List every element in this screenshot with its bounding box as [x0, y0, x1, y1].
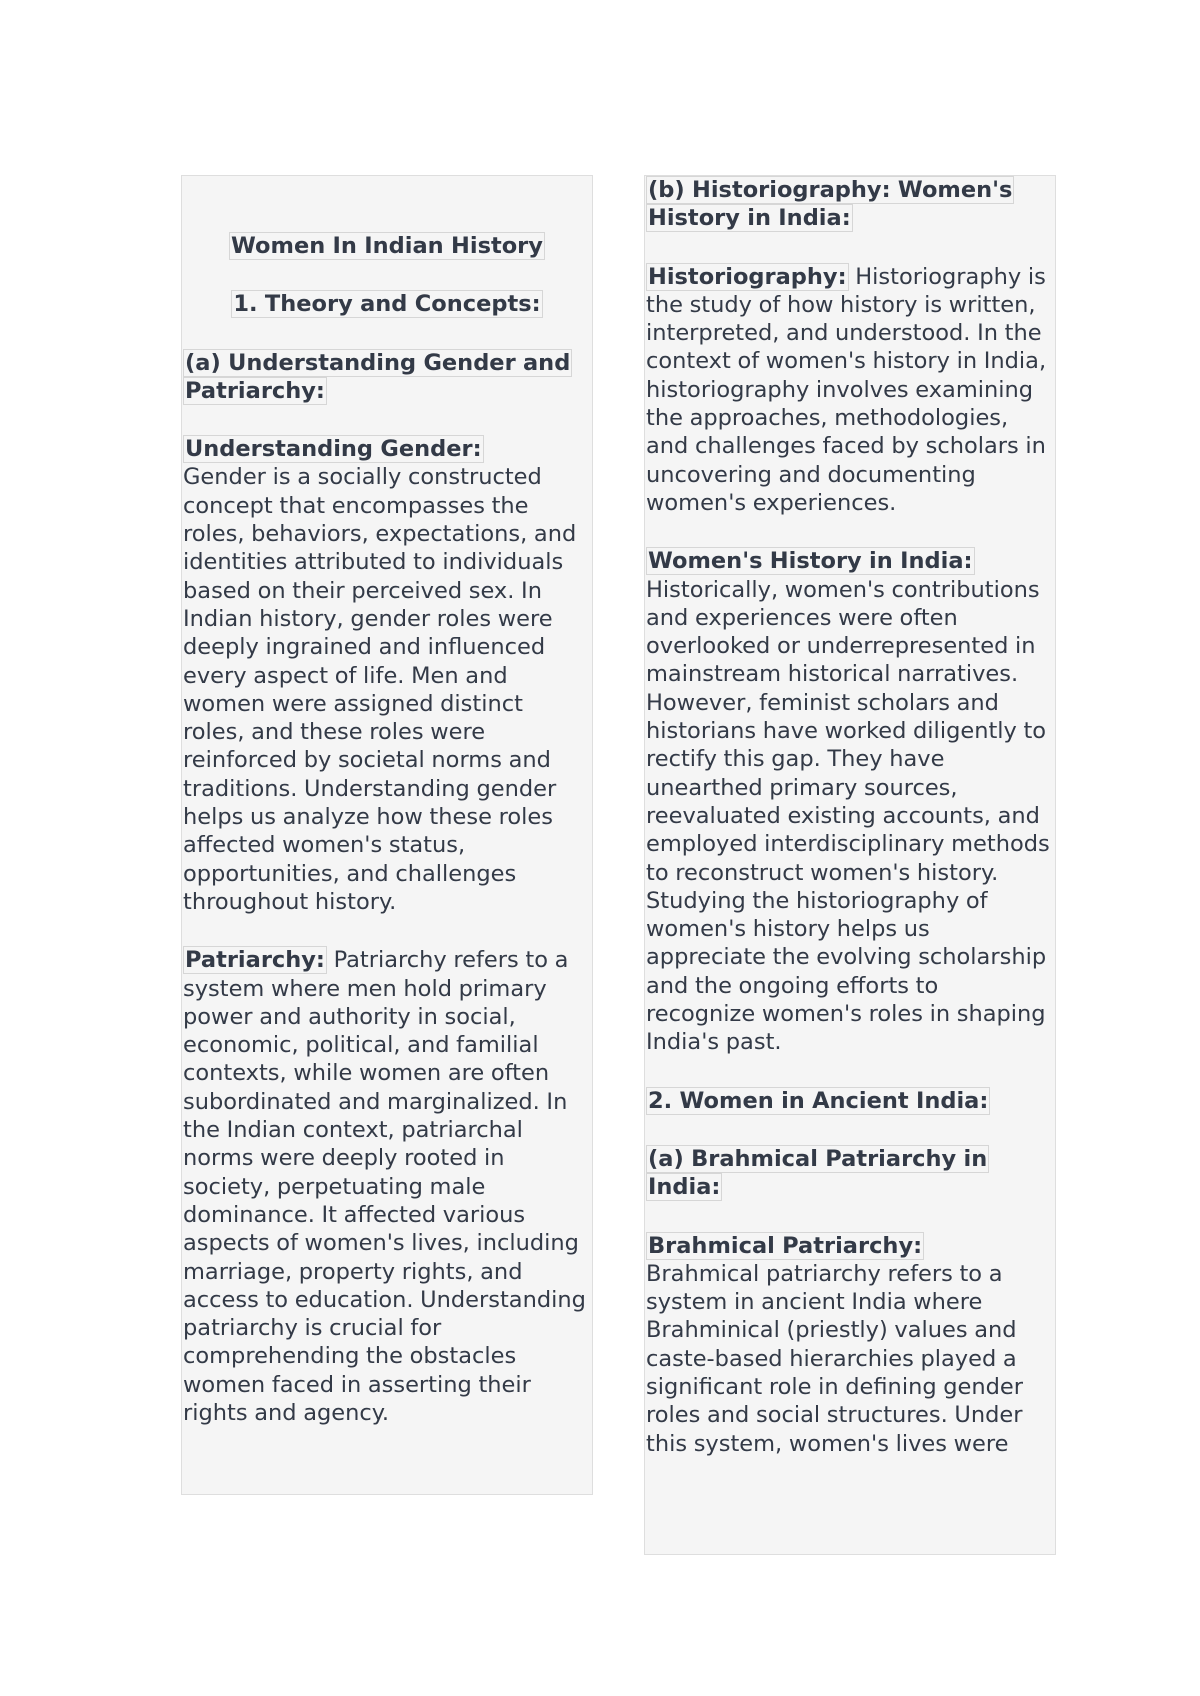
brahmical-term: Brahmical Patriarchy: [648, 1232, 923, 1259]
womens-history-body: Historically, women's contributions and experiences were often overlooked or underrepresented in mainstream historical narratives. However, feminist scholars and historians have worked diligently to rectify this gap. They have unearthed primary sources, reevaluated existing accounts, and employed interdisciplinary methods to reconstruct women's history. Studying the historiography of women's history helps us appreciate the evolving scholarship and the ongoing efforts to recognize women's roles in shaping India's past. [646, 576, 1050, 1056]
patriarchy-body: Patriarchy refers to a system where men hold primary power and authority in social, economic, political, and familial contexts, while women are often subordinated and marginalized. In the Indian context, patriarchal norms were deeply rooted in society, perpetuating male dominance. It affected various aspects of women's lives, including marriage, property rights, and access to education. Understanding patriarchy is crucial for comprehending the obstacles women faced in asserting their rights and agency. [183, 947, 586, 1426]
subsection-a-heading: (a) Understanding Gender and Patriarchy: [185, 349, 571, 404]
document-title: Women In Indian History [231, 233, 543, 259]
womens-history-term: Women's History in India: [648, 548, 973, 575]
historiography-paragraph [646, 263, 1054, 518]
brahmical-paragraph [646, 1232, 1054, 1458]
subsection-2a-heading: (a) Brahmical Patriarchy in India: [648, 1145, 988, 1201]
gender-term: Understanding Gender: [185, 436, 482, 463]
subsection-b-heading: (b) Historiography: Women's History in India: [648, 177, 1013, 232]
historiography-term: Historiography: [648, 263, 847, 290]
patriarchy-paragraph [183, 946, 591, 1427]
left-column [181, 175, 593, 1495]
brahmical-body: Brahmical patriarchy refers to a system in ancient India where Brahminical (priestly) values and caste-based hierarchies played a significant role in defining gender roles and social structures. Under this system, women's lives were [646, 1260, 1024, 1457]
womens-history-paragraph [646, 547, 1054, 1056]
gender-body: Gender is a socially constructed concept that encompasses the roles, behaviors, expectations, and identities attributed to individuals based on their perceived sex. In Indian history, gender roles were deeply ingrained and influenced every aspect of life. Men and women were assigned distinct roles, and these roles were reinforced by societal norms and traditions. Understanding gender helps us analyze how these roles affected women's status, opportunities, and challenges throughout history. [183, 464, 577, 915]
gender-paragraph [183, 435, 591, 916]
section-2-heading: 2. Women in Ancient India: [648, 1087, 989, 1114]
historiography-body: Historiography is the study of how history is written, interpreted, and understood. In the context of women's history in India, historiography involves examining the approaches, methodologies, and challenges faced by scholars in uncovering and documenting women's experiences. [646, 263, 1047, 516]
right-column [644, 175, 1056, 1555]
section-1-heading: 1. Theory and Concepts: [233, 291, 541, 318]
patriarchy-term: Patriarchy: [185, 947, 325, 974]
